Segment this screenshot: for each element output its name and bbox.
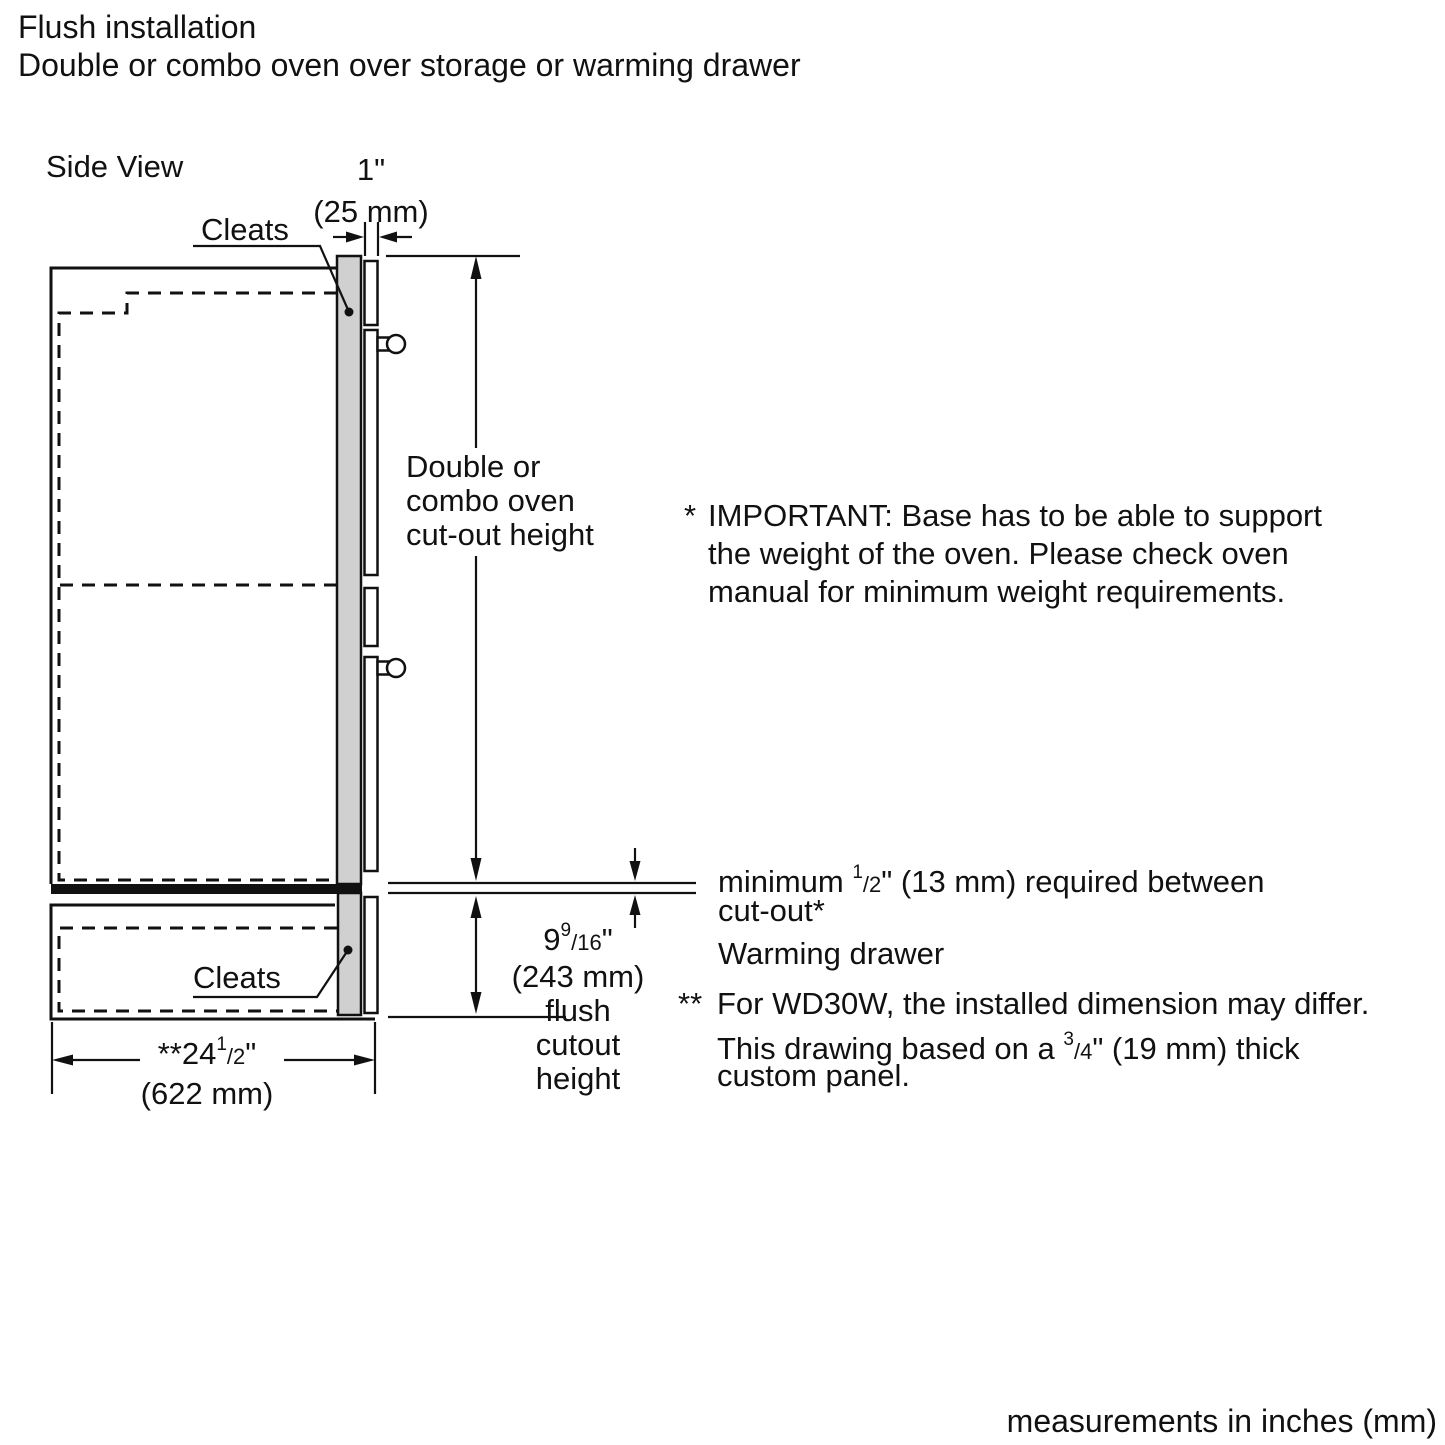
flush-value-den: /16 (571, 930, 602, 955)
width-value-unit: " (245, 1036, 257, 1071)
flush-value-sup: 9 (560, 920, 572, 941)
cutout-dim-arrow-up (471, 256, 482, 279)
flush-cutout-word2: cutout (535, 1027, 621, 1062)
handle-pin-bottom-cap (387, 659, 405, 677)
oven-flange-1 (365, 261, 378, 325)
flush-dim-arrow-up (471, 896, 482, 918)
width-arrow-left-head (52, 1055, 73, 1066)
panel-gap-mm: (25 mm) (313, 194, 429, 229)
base-shelf-bar (51, 884, 362, 894)
cutout-dim-arrow-down (471, 858, 482, 881)
custom-panel-upper (337, 256, 361, 884)
width-dim-mm: (622 mm) (140, 1076, 274, 1111)
wd30w-line2-pre: This drawing based on a (717, 1031, 1064, 1066)
flush-value-unit: " (601, 922, 613, 957)
flush-cutout-value (492, 914, 664, 960)
page-title: Flush installation (18, 9, 257, 45)
upper-cabinet-outline (51, 268, 337, 884)
wd30w-line2-post: " (19 mm) thick (1092, 1031, 1300, 1066)
cutout-height-label (406, 450, 594, 552)
flush-cutout-word3: height (535, 1061, 621, 1096)
min-gap-arrow-up (630, 895, 641, 915)
important-note-line1: IMPORTANT: Base has to be able to support (708, 498, 1322, 533)
cutout-height-line1: Double or (406, 449, 541, 484)
min-gap-post: " (13 mm) required between (881, 864, 1265, 899)
drawer-flange (365, 897, 378, 1013)
width-dim-value (102, 1026, 312, 1075)
min-gap-arrow-down (630, 861, 641, 881)
warming-drawer-label: Warming drawer (718, 936, 945, 971)
cutout-height-line3: cut-out height (406, 517, 594, 552)
cleats-top-dot (345, 308, 354, 317)
flush-dim-arrow-down (471, 992, 482, 1014)
wd30w-line2-den: /4 (1073, 1039, 1093, 1064)
oven-flange-2 (365, 330, 378, 575)
min-gap-den: /2 (862, 872, 882, 897)
oven-flange-4 (365, 657, 378, 871)
width-value-sup: 1 (216, 1034, 227, 1055)
one-inch-arrow-left-head (346, 232, 364, 243)
important-note-marker: * (684, 498, 697, 533)
gap-double-lines (388, 883, 696, 893)
cleats-label-top: Cleats (201, 212, 289, 247)
wd30w-line2-sup: 3 (1063, 1029, 1074, 1050)
cleats-bottom-dot (344, 946, 353, 955)
measurement-units-note: measurements in inches (mm) (1006, 1403, 1437, 1439)
flush-cutout-word1: flush (545, 993, 611, 1028)
page-subtitle: Double or combo oven over storage or warming drawer (18, 47, 801, 83)
important-note-line3: manual for minimum weight requirements. (708, 574, 1286, 609)
one-inch-arrow-right-head (379, 232, 397, 243)
min-gap-note-line2: cut-out* (718, 893, 825, 928)
flush-value-pre: 9 (543, 922, 561, 957)
width-value-den: /2 (226, 1044, 246, 1069)
important-note-line2: the weight of the oven. Please check oven (708, 536, 1289, 571)
min-gap-sup: 1 (852, 862, 863, 883)
min-gap-pre: minimum (718, 864, 853, 899)
cleats-top-leader (193, 246, 349, 312)
cutout-height-line2: combo oven (406, 483, 575, 518)
wd30w-note-line1: For WD30W, the installed dimension may differ. (717, 986, 1370, 1021)
wd30w-note-marker: ** (678, 986, 703, 1021)
width-value-pre: **24 (157, 1036, 217, 1071)
width-dim-label (102, 1026, 312, 1112)
flush-cutout-label (492, 914, 664, 1096)
side-view-label: Side View (46, 149, 184, 184)
handle-pin-top-cap (387, 335, 405, 353)
wd30w-note-line3: custom panel. (717, 1058, 910, 1093)
panel-gap-inches: 1" (356, 152, 386, 187)
cleats-label-bottom: Cleats (193, 960, 281, 995)
oven-flange-3 (365, 588, 378, 646)
width-arrow-right-head (354, 1055, 375, 1066)
flush-cutout-mm: (243 mm) (511, 959, 645, 994)
